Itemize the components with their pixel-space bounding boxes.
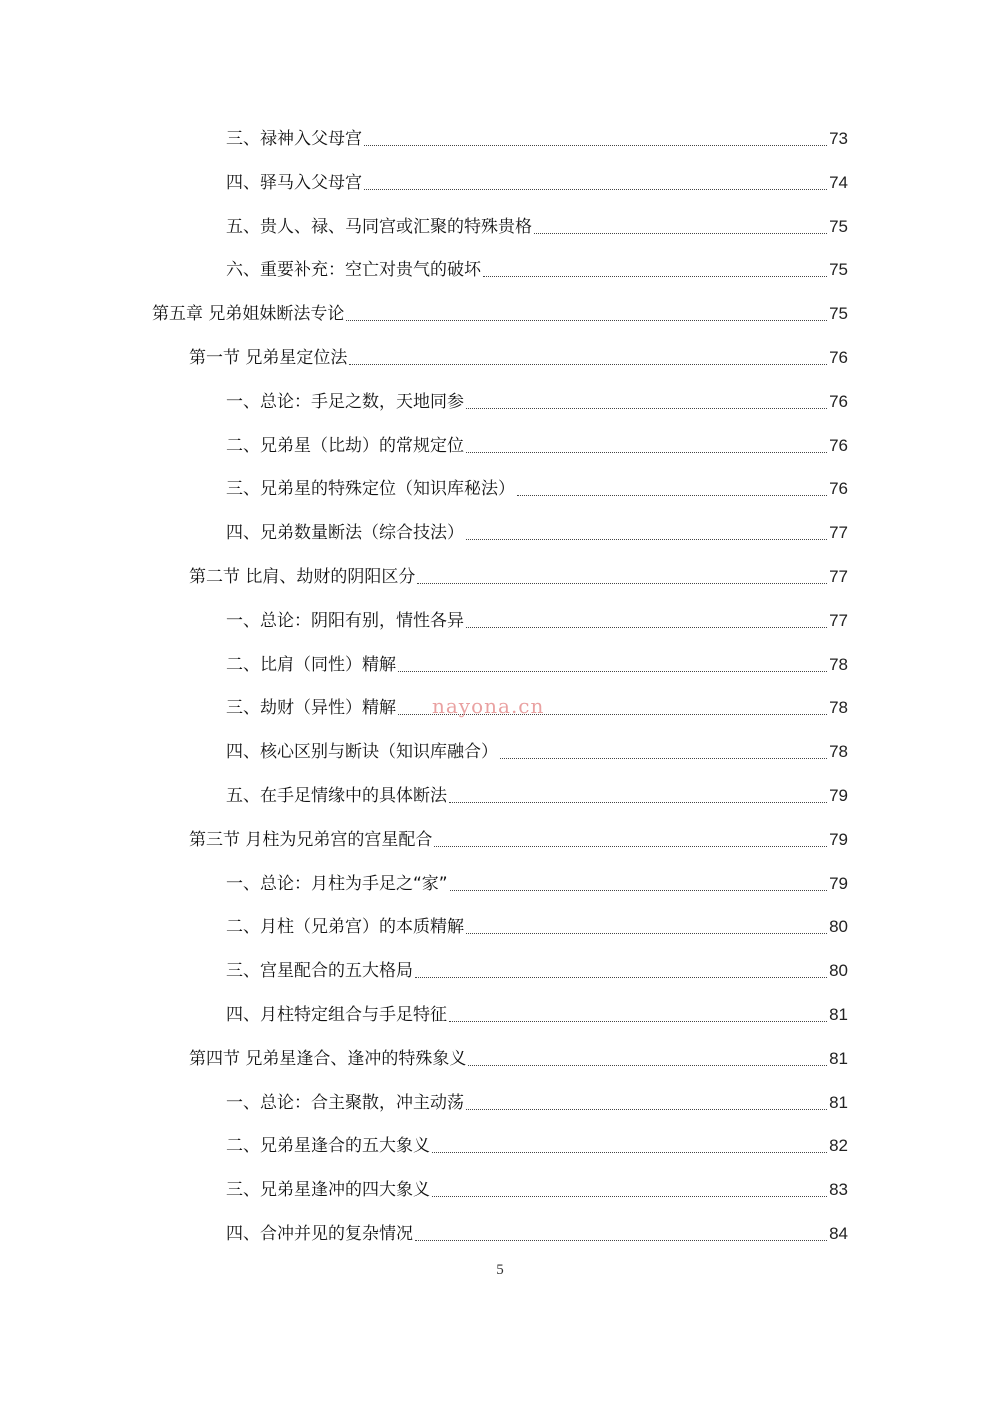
toc-entry-page: 77 bbox=[829, 523, 848, 543]
toc-entry-title: 三、兄弟星的特殊定位（知识库秘法） bbox=[226, 479, 515, 500]
toc-section-entry[interactable] bbox=[189, 560, 848, 588]
toc-entry-title: 四、核心区别与断诀（知识库融合） bbox=[226, 742, 498, 763]
toc-entry-title: 第四节 兄弟星逢合、逢冲的特殊象义 bbox=[189, 1048, 467, 1069]
toc-entry-page: 78 bbox=[829, 698, 848, 718]
toc-entry-page: 79 bbox=[829, 786, 848, 805]
dot-leader bbox=[483, 276, 827, 277]
dot-leader bbox=[466, 452, 827, 453]
toc-entry-title: 一、总论：月柱为手足之“家” bbox=[226, 873, 448, 894]
toc-entry-title: 四、驿马入父母宫 bbox=[226, 172, 362, 193]
dot-leader bbox=[415, 977, 827, 978]
toc-entry-page: 80 bbox=[829, 917, 848, 937]
toc-subsection-entry[interactable] bbox=[226, 604, 848, 632]
toc-entry-page: 74 bbox=[829, 172, 848, 192]
dot-leader bbox=[432, 1196, 827, 1197]
toc-entry-title: 六、重要补充：空亡对贵气的破坏 bbox=[226, 260, 481, 281]
toc-entry-title: 第五章 兄弟姐妹断法专论 bbox=[152, 304, 345, 325]
toc-subsection-entry[interactable] bbox=[226, 253, 848, 281]
toc-entry-title: 四、兄弟数量断法（综合技法） bbox=[226, 523, 464, 544]
dot-leader bbox=[417, 583, 827, 584]
dot-leader bbox=[449, 802, 827, 803]
toc-subsection-entry[interactable] bbox=[226, 122, 848, 150]
dot-leader bbox=[534, 233, 827, 234]
toc-subsection-entry[interactable] bbox=[226, 954, 848, 982]
dot-leader bbox=[346, 320, 827, 321]
toc-entry-page: 78 bbox=[829, 654, 848, 674]
toc-entry-page: 84 bbox=[829, 1224, 848, 1243]
toc-chapter-entry[interactable] bbox=[152, 297, 848, 325]
toc-entry-title: 二、比肩（同性）精解 bbox=[226, 654, 396, 675]
dot-leader bbox=[500, 758, 827, 759]
toc-subsection-entry[interactable] bbox=[226, 910, 848, 938]
toc-entry-title: 第三节 月柱为兄弟宫的宫星配合 bbox=[189, 829, 433, 850]
toc-entry-page: 73 bbox=[829, 129, 848, 148]
dot-leader bbox=[449, 1021, 827, 1022]
toc-entry-title: 四、月柱特定组合与手足特征 bbox=[226, 1005, 447, 1025]
dot-leader bbox=[466, 933, 827, 934]
toc-subsection-entry[interactable] bbox=[226, 779, 848, 807]
toc-entry-page: 75 bbox=[829, 260, 848, 280]
toc-entry-title: 三、劫财（异性）精解 bbox=[226, 698, 396, 719]
toc-entry-page: 82 bbox=[829, 1136, 848, 1156]
toc-subsection-entry[interactable] bbox=[226, 472, 848, 500]
toc-entry-title: 五、贵人、禄、马同宫或汇聚的特殊贵格 bbox=[226, 216, 532, 237]
toc-entry-page: 77 bbox=[829, 610, 848, 630]
toc-subsection-entry[interactable] bbox=[226, 998, 848, 1026]
dot-leader bbox=[468, 1065, 827, 1066]
toc-subsection-entry[interactable] bbox=[226, 516, 848, 544]
toc-entry-title: 三、宫星配合的五大格局 bbox=[226, 961, 413, 982]
toc-entry-page: 78 bbox=[829, 742, 848, 762]
toc-subsection-entry[interactable] bbox=[226, 1173, 848, 1201]
dot-leader bbox=[415, 1240, 827, 1241]
toc-subsection-entry[interactable] bbox=[226, 648, 848, 676]
dot-leader bbox=[466, 539, 827, 540]
toc-entry-title: 二、兄弟星逢合的五大象义 bbox=[226, 1136, 430, 1157]
dot-leader bbox=[432, 1152, 827, 1153]
toc-entry-page: 79 bbox=[829, 829, 848, 849]
toc-entry-page: 81 bbox=[829, 1092, 848, 1112]
toc-entry-title: 二、兄弟星（比劫）的常规定位 bbox=[226, 435, 464, 456]
toc-entry-title: 第二节 比肩、劫财的阴阳区分 bbox=[189, 567, 416, 587]
toc-entry-page: 75 bbox=[829, 216, 848, 236]
page-number: 5 bbox=[496, 1262, 504, 1278]
toc-entry-title: 五、在手足情缘中的具体断法 bbox=[226, 786, 447, 806]
toc-entry-title: 三、禄神入父母宫 bbox=[226, 129, 362, 149]
toc-entry-page: 75 bbox=[829, 304, 848, 324]
toc-subsection-entry[interactable] bbox=[226, 1086, 848, 1114]
dot-leader bbox=[349, 364, 827, 365]
dot-leader bbox=[466, 627, 827, 628]
toc-entry-title: 四、合冲并见的复杂情况 bbox=[226, 1224, 413, 1244]
dot-leader bbox=[517, 495, 827, 496]
toc-entry-page: 76 bbox=[829, 435, 848, 455]
toc-entry-page: 76 bbox=[829, 348, 848, 367]
toc-entry-page: 77 bbox=[829, 567, 848, 586]
toc-subsection-entry[interactable] bbox=[226, 429, 848, 457]
watermark: nayona.cn bbox=[432, 694, 545, 718]
toc-section-entry[interactable] bbox=[189, 823, 848, 851]
toc-entry-title: 一、总论：合主聚散，冲主动荡 bbox=[226, 1092, 464, 1113]
toc-entry-title: 三、兄弟星逢冲的四大象义 bbox=[226, 1180, 430, 1201]
toc-subsection-entry[interactable] bbox=[226, 385, 848, 413]
toc-section-entry[interactable] bbox=[189, 341, 848, 369]
toc-entry-title: 一、总论：手足之数，天地同参 bbox=[226, 391, 464, 412]
dot-leader bbox=[364, 189, 827, 190]
dot-leader bbox=[466, 1109, 827, 1110]
toc-subsection-entry[interactable] bbox=[226, 210, 848, 238]
toc-subsection-entry[interactable] bbox=[226, 867, 848, 895]
toc-subsection-entry[interactable] bbox=[226, 735, 848, 763]
toc-entry-page: 81 bbox=[829, 1048, 848, 1068]
dot-leader bbox=[434, 846, 827, 847]
toc-entry-title: 一、总论：阴阳有别，情性各异 bbox=[226, 610, 464, 631]
toc-entry-page: 76 bbox=[829, 391, 848, 411]
toc-entry-page: 79 bbox=[829, 873, 848, 893]
toc-entry-page: 80 bbox=[829, 961, 848, 981]
dot-leader bbox=[450, 890, 827, 891]
toc-entry-page: 76 bbox=[829, 479, 848, 499]
toc-entry-title: 第一节 兄弟星定位法 bbox=[189, 348, 348, 368]
dot-leader bbox=[466, 408, 827, 409]
toc-subsection-entry[interactable] bbox=[226, 1129, 848, 1157]
toc-subsection-entry[interactable] bbox=[226, 166, 848, 194]
toc-subsection-entry[interactable] bbox=[226, 1217, 848, 1245]
toc-entry-title: 二、月柱（兄弟宫）的本质精解 bbox=[226, 917, 464, 938]
toc-entry-page: 81 bbox=[829, 1005, 848, 1024]
dot-leader bbox=[398, 671, 827, 672]
toc-entry-page: 83 bbox=[829, 1180, 848, 1200]
dot-leader bbox=[364, 145, 827, 146]
toc-section-entry[interactable] bbox=[189, 1042, 848, 1070]
